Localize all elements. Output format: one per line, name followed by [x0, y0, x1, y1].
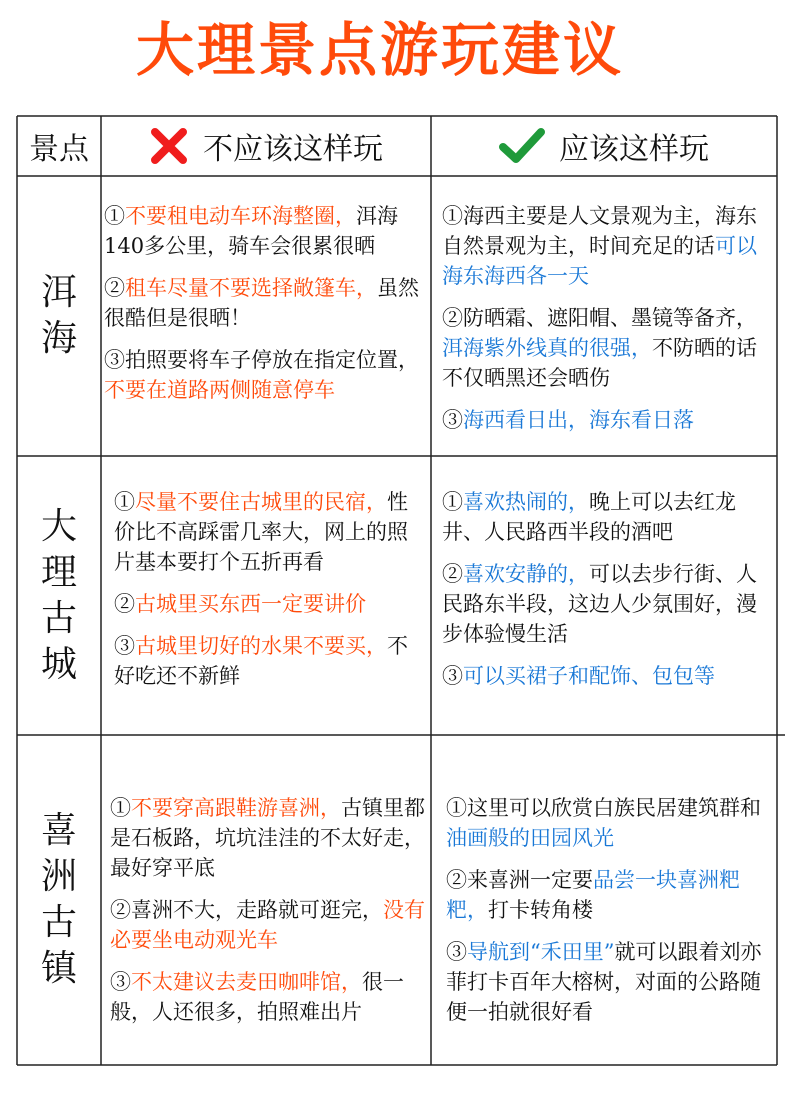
tip-highlight: 尽量不要住古城里的民宿， — [135, 490, 387, 514]
xizhou-dont-tips — [110, 793, 426, 1027]
tip-highlight: 品尝一块喜洲粑粑， — [446, 868, 740, 922]
place-char: 海 — [40, 318, 77, 359]
tip-text: 晚上可以去红龙井、人民路西半段的酒吧 — [442, 490, 736, 544]
tip-item — [110, 967, 426, 1027]
tip-text: ② — [114, 592, 135, 616]
tip-text: ②防晒霜、遮阳帽、墨镜等备齐， — [442, 306, 757, 330]
place-char: 古 — [40, 597, 77, 639]
place-char: 大 — [40, 505, 77, 547]
check-icon — [499, 127, 545, 165]
place-xizhou-town — [17, 735, 101, 1065]
tip-highlight: 租车尽量不要选择敞篷车， — [125, 276, 377, 300]
tip-highlight: 可以买裙子和配饰、包包等 — [463, 664, 715, 688]
tip-text: ① — [442, 490, 463, 514]
tip-highlight: 可以海东海西各一天 — [442, 234, 757, 288]
tip-text: ③ — [446, 940, 467, 964]
tip-highlight: 导航到“禾田里” — [467, 940, 615, 964]
tip-text: ①这里可以欣赏白族民居建筑群和 — [446, 796, 761, 820]
tip-item — [114, 589, 428, 619]
dali-do-tips — [442, 487, 770, 691]
tip-text: ② — [104, 276, 125, 300]
tip-item — [110, 793, 426, 883]
erhai-dont-tips — [104, 201, 426, 405]
tip-item — [446, 865, 770, 925]
tip-text: ②喜洲不大，走路就可逛完， — [110, 898, 383, 922]
tip-highlight: 不要租电动车环海整圈， — [125, 204, 356, 228]
tip-text: 就可以跟着刘亦菲打卡百年大榕树，对面的公路随便一拍就很好看 — [446, 940, 762, 1024]
place-erhai — [17, 176, 101, 456]
tip-highlight: 不要在道路两侧随意停车 — [104, 378, 335, 402]
tip-text: ①海西主要是人文景观为主，海东自然景观为主，时间充足的话 — [442, 204, 757, 258]
tip-text: 不好吃还不新鲜 — [114, 634, 408, 688]
header-dont-label: 不应该这样玩 — [203, 132, 383, 167]
tip-item — [442, 201, 770, 291]
cross-icon — [149, 126, 189, 166]
tip-text: 不防晒的话不仅晒黑还会晒伤 — [442, 336, 757, 390]
tip-text: ②来喜洲一定要 — [446, 868, 593, 892]
tip-item — [442, 405, 770, 435]
tip-text: ③ — [442, 408, 463, 432]
tip-text: 性价比不高踩雷几率大，网上的照片基本要打个五折再看 — [114, 490, 408, 574]
tip-highlight: 海西看日出，海东看日落 — [463, 408, 694, 432]
tip-item — [114, 487, 428, 577]
place-char: 洲 — [40, 856, 77, 897]
tip-text: 打卡转角楼 — [488, 898, 593, 922]
tip-text: ① — [110, 796, 131, 820]
tip-text: ③拍照要将车子停放在指定位置， — [104, 348, 419, 372]
place-char: 洱 — [40, 272, 77, 313]
tip-item — [442, 559, 770, 649]
tip-item — [110, 895, 426, 955]
tip-item — [114, 631, 428, 691]
tip-highlight: 不太建议去麦田咖啡馆， — [131, 970, 362, 994]
header-do-label: 应该这样玩 — [559, 132, 709, 167]
place-char: 喜 — [40, 810, 77, 851]
tip-text: ① — [114, 490, 135, 514]
place-char: 古 — [40, 902, 77, 943]
tip-text: ③ — [110, 970, 131, 994]
place-char: 理 — [40, 551, 77, 593]
page-title: 大理景点游玩建议 — [135, 16, 624, 84]
header-place-label: 景点 — [29, 132, 89, 167]
tip-item — [446, 793, 770, 853]
place-char: 城 — [40, 643, 77, 685]
tip-text: 很一般，人还很多，拍照难出片 — [110, 970, 404, 1024]
tip-highlight: 古城里买东西一定要讲价 — [135, 592, 366, 616]
tip-item — [442, 661, 770, 691]
tip-item — [442, 487, 770, 547]
tip-item — [104, 201, 426, 261]
tip-highlight: 油画般的田园风光 — [446, 826, 614, 850]
tip-text: 古镇里都是石板路，坑坑洼洼的不太好走，最好穿平底 — [110, 796, 425, 880]
tip-text: 可以去步行街、人民路东半段，这边人少氛围好，漫步体验慢生活 — [442, 562, 757, 646]
tip-text: ③ — [114, 634, 135, 658]
tip-text: ② — [442, 562, 463, 586]
header-dont — [101, 116, 431, 176]
tip-text: ① — [104, 204, 125, 228]
tip-highlight: 没有必要坐电动观光车 — [110, 898, 425, 952]
place-dali-old-town — [17, 456, 101, 735]
xizhou-do-tips — [446, 793, 770, 1027]
tip-highlight: 不要穿高跟鞋游喜洲， — [131, 796, 341, 820]
tip-text: ③ — [442, 664, 463, 688]
tip-text: 洱海140多公里，骑车会很累很晒 — [104, 204, 398, 258]
tip-item — [104, 273, 426, 333]
header-do — [431, 116, 777, 176]
tip-item — [446, 937, 770, 1027]
tip-item — [104, 345, 426, 405]
header-place — [17, 116, 101, 176]
erhai-do-tips — [442, 201, 770, 435]
tip-highlight: 喜欢热闹的， — [463, 490, 589, 514]
place-char: 镇 — [40, 948, 77, 989]
dali-dont-tips — [114, 487, 428, 691]
tip-text: 虽然很酷但是很晒！ — [104, 276, 419, 330]
tip-highlight: 古城里切好的水果不要买， — [135, 634, 387, 658]
tip-highlight: 洱海紫外线真的很强， — [442, 336, 652, 360]
tip-highlight: 喜欢安静的， — [463, 562, 589, 586]
tip-item — [442, 303, 770, 393]
